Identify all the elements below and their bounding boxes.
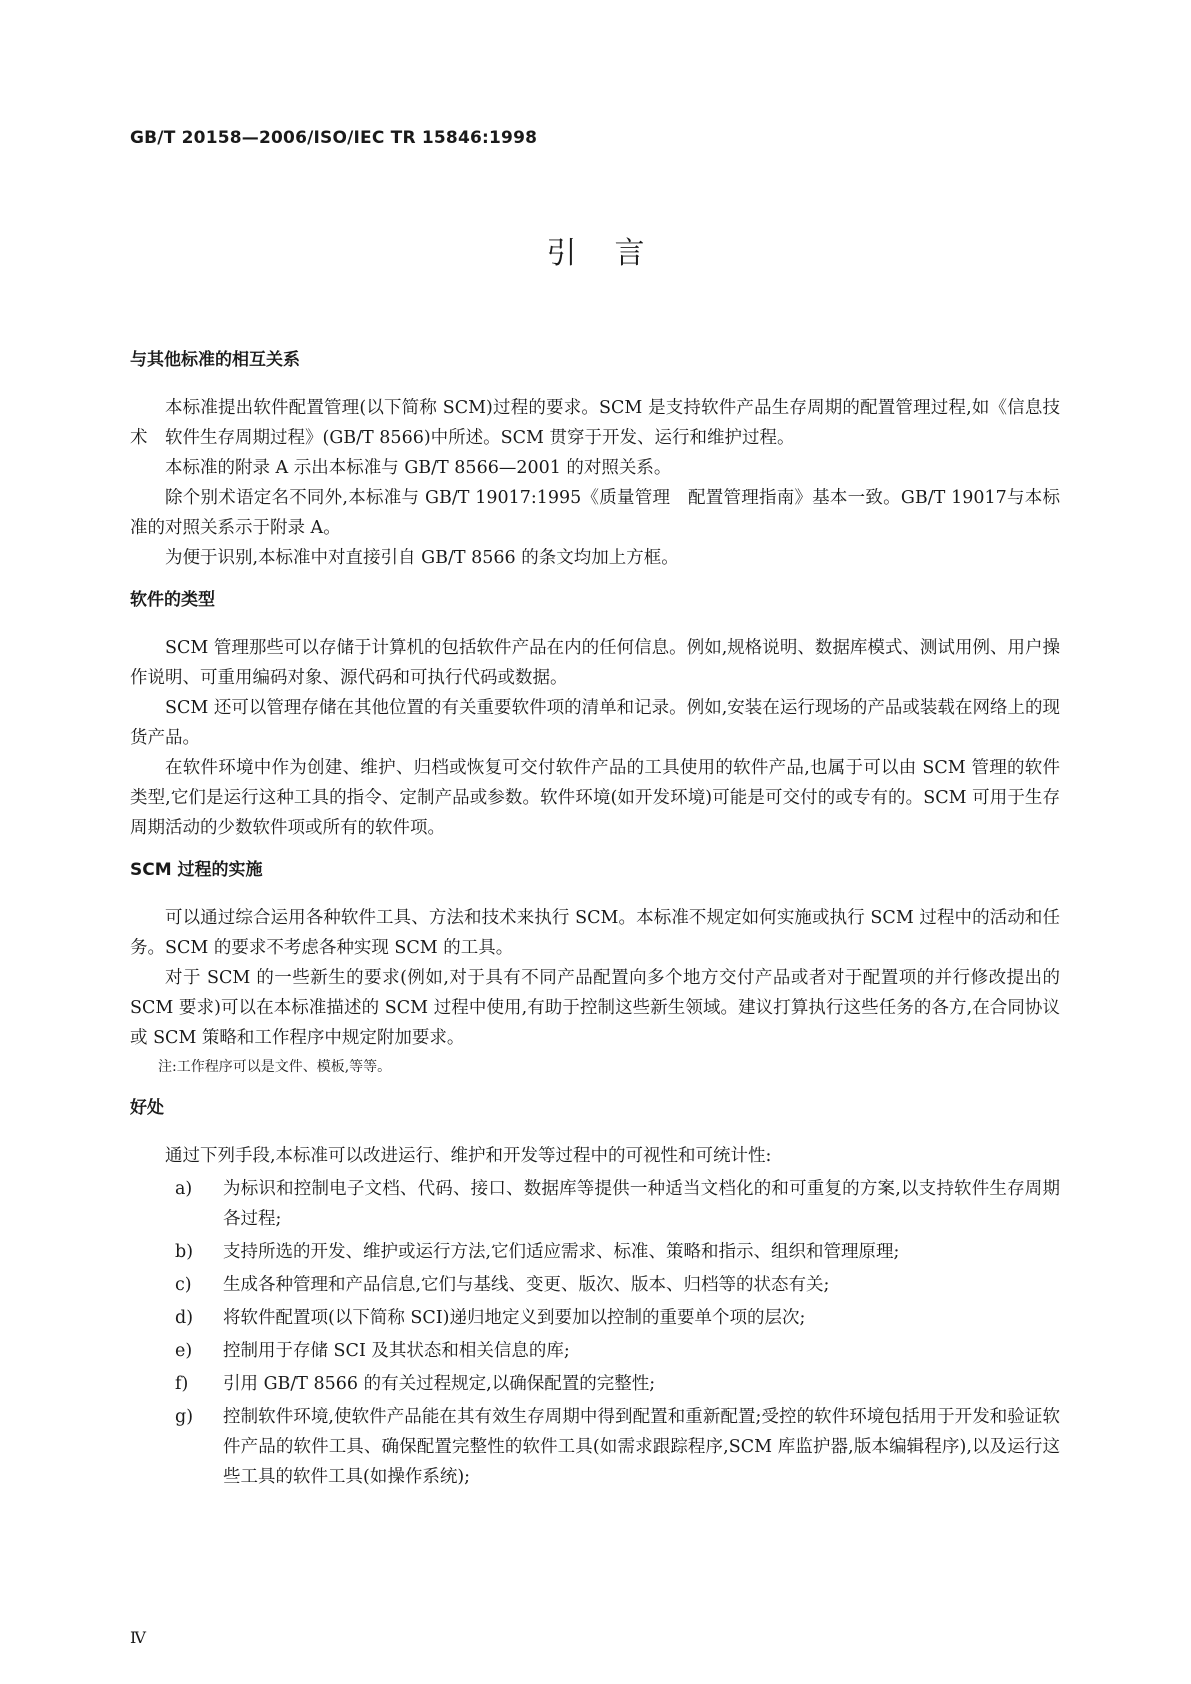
list-item	[130, 1303, 1060, 1333]
standard-header	[130, 128, 537, 148]
section-software-types	[130, 585, 1060, 843]
section-heading: 与其他标准的相互关系	[130, 350, 300, 370]
section-scm-implementation	[130, 855, 1060, 1081]
list-item	[130, 1336, 1060, 1366]
paragraph: 在软件环境中作为创建、维护、归档或恢复可交付软件产品的工具使用的软件产品,也属于可以由 SCM 管理的软件类型,它们是运行这种工具的指令、定制产品或参数。软件环境(如开发环境)可能是可交付的或专有的。SCM 可用于生存周期活动的少数软件项或所有的软件项。	[130, 758, 1060, 838]
list-marker: b)	[175, 1242, 194, 1262]
list-item	[130, 1369, 1060, 1399]
page-number: Ⅳ	[130, 1628, 146, 1647]
section-heading: SCM 过程的实施	[130, 860, 263, 880]
paragraph: SCM 还可以管理存储在其他位置的有关重要软件项的清单和记录。例如,安装在运行现场的产品或装载在网络上的现货产品。	[130, 698, 1060, 748]
paragraph: 对于 SCM 的一些新生的要求(例如,对于具有不同产品配置向多个地方交付产品或者对于配置项的并行修改提出的 SCM 要求)可以在本标准描述的 SCM 过程中使用,有助于控制这些新生领域。建议打算执行这些任务的各方,在合同协议或 SCM 策略和工作程序中规定附加要求。	[130, 968, 1060, 1048]
list-item	[130, 1402, 1060, 1492]
document-body	[130, 345, 1060, 1504]
section-heading: 软件的类型	[130, 590, 215, 610]
list-marker: a)	[175, 1179, 193, 1199]
list-text: 为标识和控制电子文档、代码、接口、数据库等提供一种适当文档化的和可重复的方案,以支持软件生存周期各过程;	[223, 1179, 1060, 1229]
list-marker: g)	[175, 1407, 194, 1427]
list-text: 生成各种管理和产品信息,它们与基线、变更、版次、版本、归档等的状态有关;	[223, 1275, 830, 1295]
list-marker: f)	[175, 1374, 189, 1394]
benefits-intro: 通过下列手段,本标准可以改进运行、维护和开发等过程中的可视性和可统计性:	[165, 1146, 772, 1166]
paragraph: SCM 管理那些可以存储于计算机的包括软件产品在内的任何信息。例如,规格说明、数据库模式、测试用例、用户操作说明、可重用编码对象、源代码和可执行代码或数据。	[130, 638, 1060, 688]
list-marker: c)	[175, 1275, 192, 1295]
paragraph: 为便于识别,本标准中对直接引自 GB/T 8566 的条文均加上方框。	[165, 548, 679, 568]
list-text: 引用 GB/T 8566 的有关过程规定,以确保配置的完整性;	[223, 1374, 656, 1394]
list-text: 支持所选的开发、维护或运行方法,它们适应需求、标准、策略和指示、组织和管理原理;	[223, 1242, 900, 1262]
list-marker: d)	[175, 1308, 194, 1328]
list-text: 控制软件环境,使软件产品能在其有效生存周期中得到配置和重新配置;受控的软件环境包括用于开发和验证软件产品的软件工具、确保配置完整性的软件工具(如需求跟踪程序,SCM 库监护器,版本编辑程序),以及运行这些工具的软件工具(如操作系统);	[223, 1407, 1060, 1487]
paragraph: 可以通过综合运用各种软件工具、方法和技术来执行 SCM。本标准不规定如何实施或执行 SCM 过程中的活动和任务。SCM 的要求不考虑各种实现 SCM 的工具。	[130, 908, 1060, 958]
list-text: 将软件配置项(以下简称 SCI)递归地定义到要加以控制的重要单个项的层次;	[223, 1308, 806, 1328]
paragraph: 除个别术语定名不同外,本标准与 GB/T 19017:1995《质量管理 配置管理指南》基本一致。GB/T 19017与本标准的对照关系示于附录 A。	[130, 488, 1060, 538]
note: 注:工作程序可以是文件、模板,等等。	[158, 1059, 392, 1075]
section-benefits	[130, 1093, 1060, 1492]
list-text: 控制用于存储 SCI 及其状态和相关信息的库;	[223, 1341, 570, 1361]
section-heading: 好处	[130, 1098, 164, 1118]
page-title: 引言	[546, 236, 683, 271]
list-marker: e)	[175, 1341, 193, 1361]
paragraph: 本标准提出软件配置管理(以下简称 SCM)过程的要求。SCM 是支持软件产品生存周期的配置管理过程,如《信息技术 软件生存周期过程》(GB/T 8566)中所述。SCM 贯穿于开发、运行和维护过程。	[130, 398, 1060, 448]
section-relationship	[130, 345, 1060, 573]
standard-id: GB/T 20158—2006/ISO/IEC TR 15846:1998	[130, 128, 538, 148]
list-item	[130, 1270, 1060, 1300]
paragraph: 本标准的附录 A 示出本标准与 GB/T 8566—2001 的对照关系。	[165, 458, 672, 478]
list-item	[130, 1174, 1060, 1234]
list-item	[130, 1237, 1060, 1267]
